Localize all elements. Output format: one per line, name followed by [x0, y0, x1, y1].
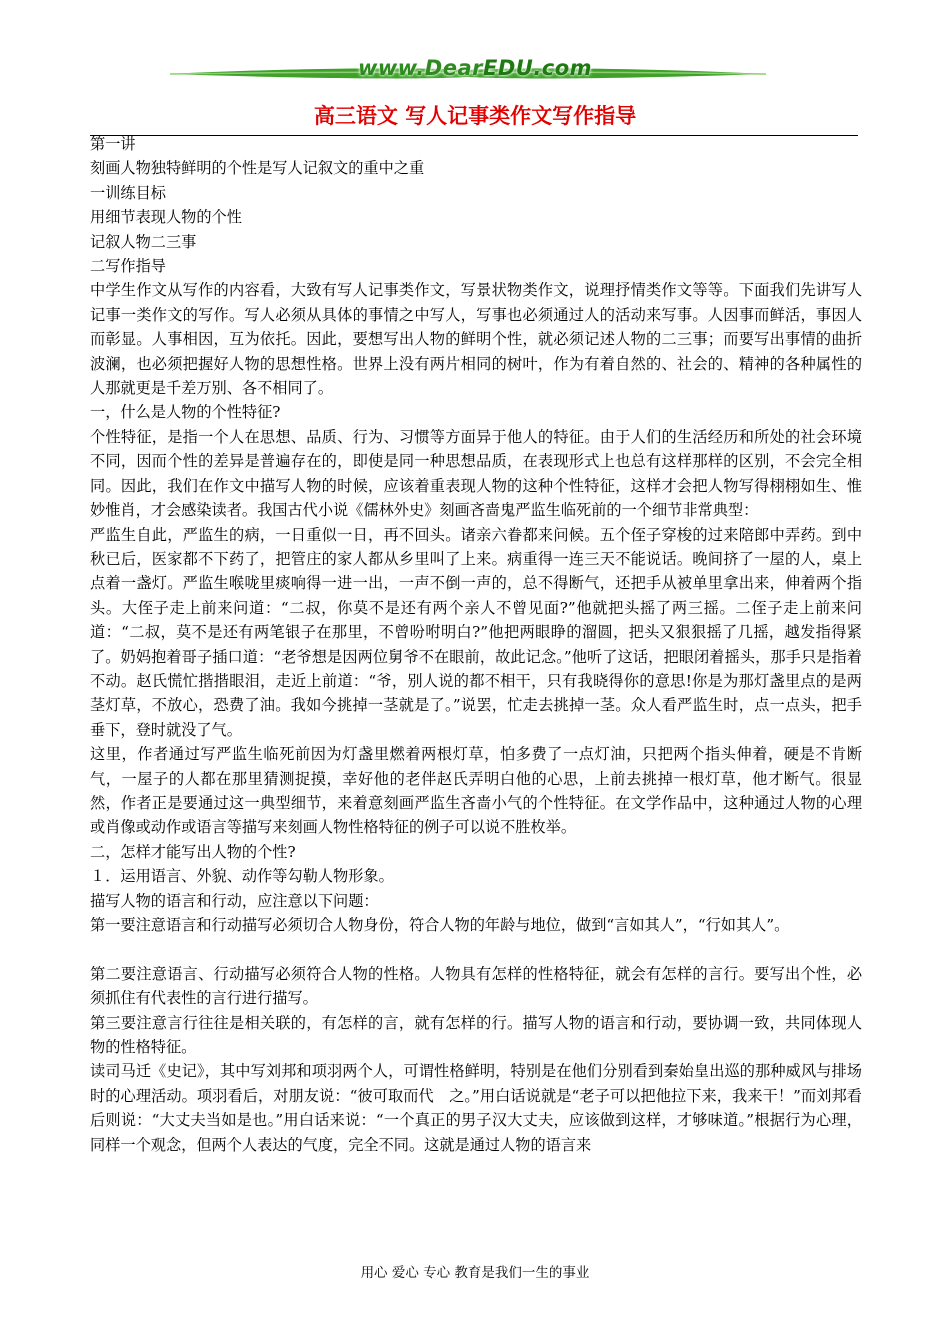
lecture-heading: 第一讲	[90, 135, 136, 153]
paragraph-line: 第一要注意语言和行动描写必须切合人物身份，符合人物的年龄与地位，做到“言如其人”，“行如其人”。	[90, 916, 790, 934]
quoted-excerpt: 严监生自此，严监生的病，一日重似一日，再不回头。诸亲六眷都来问候。五个侄子穿梭的过来陪郎中弄药。到中秋已后，医家都不下药了，把管庄的家人都从乡里叫了上来。病重得一连三天不能说话。晚间挤了一屋的人，桌上点着一盏灯。严监生喉咙里痰响得一进一出，一声不倒一声的，总不得断气，还把手从被单里拿出来，伸着两个指头。大侄子走上前来问道：“二叔，你莫不是还有两个亲人不曾见面?”他就把头摇了两三摇。二侄子走上前来问道：“二叔，莫不是还有两笔银子在那里，不曾吩咐明白?”他把两眼睁的溜圆，把头又狠狠摇了几摇，越发指得紧了。奶妈抱着哥子插口道：“老爷想是因两位舅爷不在眼前，故此记念。”他听了这话，把眼闭着摇头，那手只是指着不动。赵氏慌忙揩揩眼泪，走近上前道：“爷，别人说的都不相干，只有我晓得你的意思!你是为那灯盏里点的是两茎灯草，不放心，恐费了油。我如今挑掉一茎就是了。”说罢，忙走去挑掉一茎。众人看严监生时，点一点头，把手垂下，登时就没了气。	[90, 525, 862, 739]
paragraph: 中学生作文从写作的内容看，大致有写人记事类作文，写景状物类作文，说理抒情类作文等等。下面我们先讲写人记事一类作文的写作。写人必须从具体的事情之中写人，写事也必须通过人的活动来写事。人因事而鲜活，事因人而彰显。人事相因，互为依托。因此，要想写出人物的鲜明个性，就必须记述人物的二三事；而要写出事情的曲折波澜，也必须把握好人物的思想性格。世界上没有两片相同的树叶，作为有着自然的、社会的、精神的各种属性的人那就更是千差万别、各不相同了。	[90, 281, 862, 398]
question-heading: 一，什么是人物的个性特征?	[90, 403, 281, 422]
page-footer: 用心 爱心 专心 教育是我们一生的事业	[360, 1265, 590, 1281]
paragraph: 这里，作者通过写严监生临死前因为灯盏里燃着两根灯草，怕多费了一点灯油，只把两个指头伸着，硬是不肯断气，一屋子的人都在那里猜测捉摸，幸好他的老伴赵氏弄明白他的心思，上前去挑掉一根灯草，他才断气。很显然，作者正是要通过这一典型细节，来着意刻画严监生吝啬小气的个性特征。在文学作品中，这种通过人物的心理或肖像或动作或语言等描写来刻画人物性格特征的例子可以说不胜枚举。	[90, 745, 862, 837]
numbered-point: １．运用语言、外貌、动作等勾勒人物形象。	[90, 867, 394, 886]
paragraph-line: 描写人物的语言和行动，应注意以下问题：	[90, 891, 379, 910]
goal-item: 记叙人物二三事	[90, 232, 197, 251]
blank-line	[90, 937, 862, 961]
paragraph: 读司马迁《史记》，其中写刘邦和项羽两个人，可谓性格鲜明，特别是在他们分别看到秦始皇出巡的那种威风与排场时的心理活动。项羽看后，对朋友说：“彼可取而代 之。”用白话说就是“老子可以把他拉下来，我来干！”而刘邦看后则说：“大丈夫当如是也。”用白话来说：“一个真正的男子汉大丈夫，应该做到这样，才够味道。”根据行为心理，同样一个观念，但两个人表达的气度，完全不同。这就是通过人物的语言来	[90, 1062, 862, 1154]
document-title: 高三语文 写人记事类作文写作指导	[313, 103, 637, 128]
document-body	[90, 132, 862, 1157]
site-header	[0, 48, 950, 98]
paragraph: 第三要注意言行往往是相关联的，有怎样的言，就有怎样的行。描写人物的语言和行动，要协调一致，共同体现人物的性格特征。	[90, 1013, 862, 1057]
section-heading: 二写作指导	[90, 257, 166, 276]
question-heading: 二，怎样才能写出人物的个性?	[90, 842, 296, 861]
lecture-subtitle: 刻画人物独特鲜明的个性是写人记叙文的重中之重	[90, 159, 425, 178]
site-logo[interactable]	[0, 56, 950, 80]
paragraph: 个性特征，是指一个人在思想、品质、行为、习惯等方面异于他人的特征。由于人们的生活经历和所处的社会环境不同，因而个性的差异是普遍存在的，即使是同一种思想品质，在表现形式上也总有这样那样的区别，不会完全相同。因此，我们在作文中描写人物的时候，应该着重表现人物的这种个性特征，这样才会把人物写得栩栩如生、惟妙惟肖，才会感染读者。我国古代小说《儒林外史》刻画吝啬鬼严监生临死前的一个细节非常典型：	[90, 427, 862, 520]
logo-suffix: EDU.com	[482, 56, 593, 80]
logo-prefix: www.Dear	[357, 56, 483, 80]
goal-item: 用细节表现人物的个性	[90, 208, 242, 227]
paragraph: 第二要注意语言、行动描写必须符合人物的性格。人物具有怎样的性格特征，就会有怎样的言行。要写出个性，必须抓住有代表性的言行进行描写。	[90, 964, 862, 1008]
section-heading: 一训练目标	[90, 183, 166, 202]
